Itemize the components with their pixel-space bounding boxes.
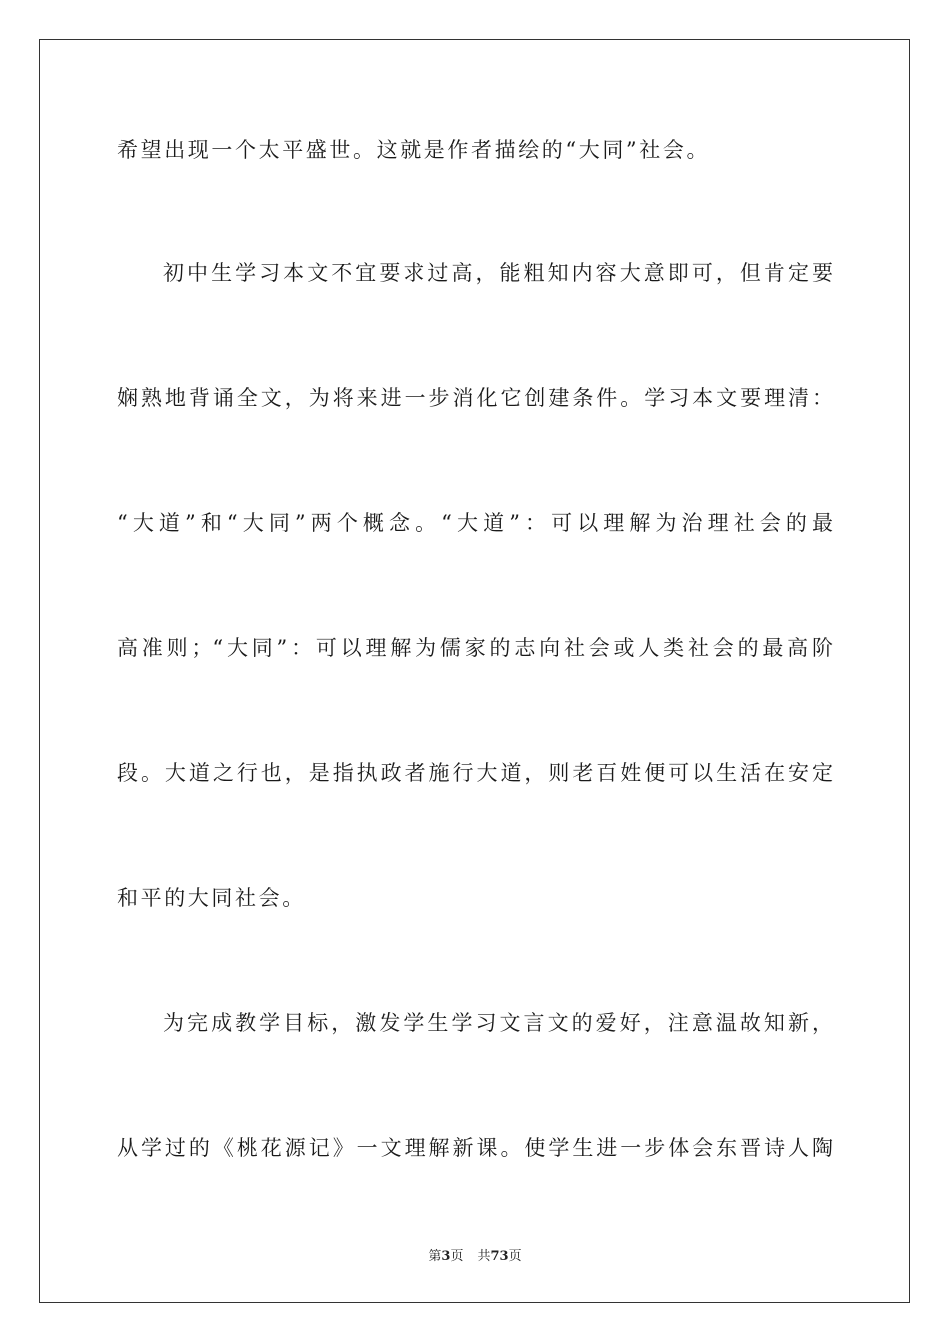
page-number: 3 xyxy=(441,1249,451,1264)
page-suffix: 页 xyxy=(450,1249,464,1264)
text-line-7: 和平的大同社会。 xyxy=(117,886,306,910)
text-line-6: 段。大道之行也，是指执政者施行大道，则老百姓便可以生活在安定 xyxy=(117,761,833,785)
text-line-9: 从学过的《桃花源记》一文理解新课。使学生进一步体会东晋诗人陶 xyxy=(117,1136,833,1160)
text-line-2: 初中生学习本文不宜要求过高，能粗知内容大意即可，但肯定要 xyxy=(163,261,833,285)
total-suffix: 页 xyxy=(508,1249,522,1264)
text-line-8: 为完成教学目标，激发学生学习文言文的爱好，注意温故知新， xyxy=(163,1011,833,1035)
text-line-4: “大道”和“大同”两个概念。“大道”：可以理解为治理社会的最 xyxy=(117,511,833,535)
total-pages: 73 xyxy=(490,1249,509,1264)
page-footer xyxy=(0,1248,950,1266)
text-line-1: 希望出现一个太平盛世。这就是作者描绘的“大同”社会。 xyxy=(117,138,711,162)
page-prefix: 第 xyxy=(428,1249,442,1264)
text-line-5: 高准则；“大同”：可以理解为儒家的志向社会或人类社会的最高阶 xyxy=(117,636,833,660)
text-line-3: 娴熟地背诵全文，为将来进一步消化它创建条件。学习本文要理清： xyxy=(117,386,833,410)
total-prefix: 共 xyxy=(477,1249,491,1264)
page-border xyxy=(39,39,910,1303)
